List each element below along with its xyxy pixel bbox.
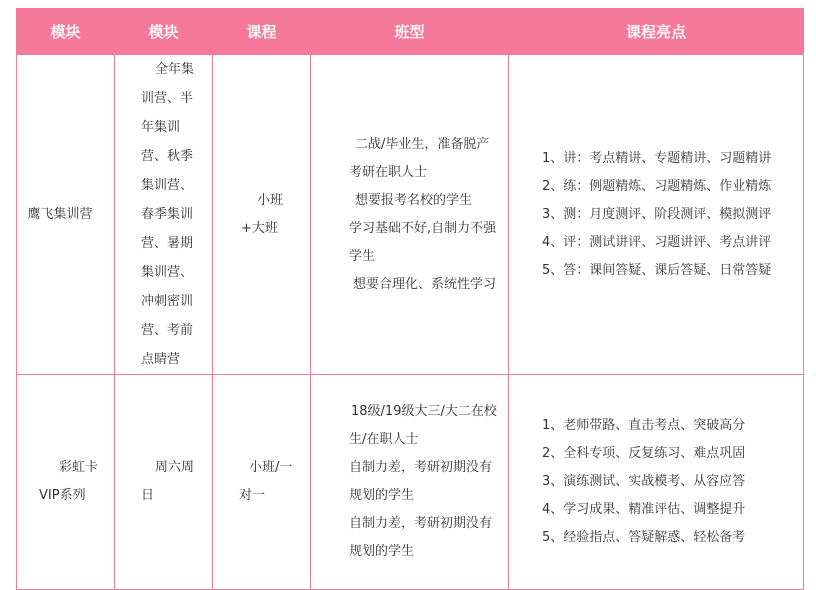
cell-sessions [115,55,213,375]
header-row [17,9,804,55]
cell-highlights [509,375,804,590]
highlight-item: 2、练：例题精炼、习题精炼、作业精炼 [542,178,772,194]
highlight-item: 3、测：月度测评、阶段测评、模拟测评 [542,206,772,222]
course-table-page [16,8,803,573]
highlight-item: 1、讲：考点精讲、专题精讲、习题精讲 [542,150,772,166]
class-type-line: 学习基础不好,自制力不强学生 [349,220,497,264]
class-type-line: 二战/毕业生，准备脱产考研在职人士 [349,136,490,180]
course-table [16,8,804,590]
header-module: 模块 [17,9,115,55]
cell-course [213,375,311,590]
highlight-list [518,412,778,552]
highlight-item: 5、经验指点、答疑解惑、轻松备考 [542,530,746,545]
session-list: 全年集训营、半年集训营、秋季集训营、春季集训营、暑期集训营、冲刺密训营、考前点睛营 [141,62,195,367]
session-list: 周六周日 [141,460,195,503]
cell-module [17,375,115,590]
class-type-line: 18级/19级大三/大二在校生/在职人士 [349,404,497,447]
class-type-list [349,398,497,566]
table-row [17,375,804,590]
highlight-item: 4、评：测试讲评、习题讲评、考点讲评 [542,234,772,250]
cell-highlights [509,55,804,375]
class-type-line: 想要合理化、系统性学习 [353,276,497,292]
header-class-type: 班型 [311,9,509,55]
header-course: 课程 [213,9,311,55]
class-type-line: 想要报考名校的学生 [355,192,473,208]
cell-module [17,55,115,375]
course-name: 小班+大班 [241,192,284,236]
highlight-item: 1、老师带路、直击考点、突破高分 [542,418,746,433]
module-name: 鹰飞集训营 [27,206,93,222]
class-type-line: 自制力差，考研初期没有规划的学生 [349,460,493,503]
module-name: 彩虹卡VIP系列 [39,460,99,503]
cell-class-type [311,375,509,590]
cell-course [213,55,311,375]
highlight-list [518,145,778,285]
course-name: 小班/一对一 [239,460,293,503]
class-type-line: 自制力差，考研初期没有规划的学生 [349,516,493,559]
header-highlights: 课程亮点 [509,9,804,55]
table-row [17,55,804,375]
highlight-item: 3、演练测试、实战模考、从容应答 [542,474,746,489]
cell-class-type [311,55,509,375]
highlight-item: 4、学习成果、精准评估、调整提升 [542,502,746,517]
cell-sessions [115,375,213,590]
highlight-item: 2、全科专项、反复练习、难点巩固 [542,446,746,461]
header-module-2: 模块 [115,9,213,55]
highlight-item: 5、答：课间答疑、课后答疑、日常答疑 [542,262,772,278]
class-type-list [349,131,497,299]
